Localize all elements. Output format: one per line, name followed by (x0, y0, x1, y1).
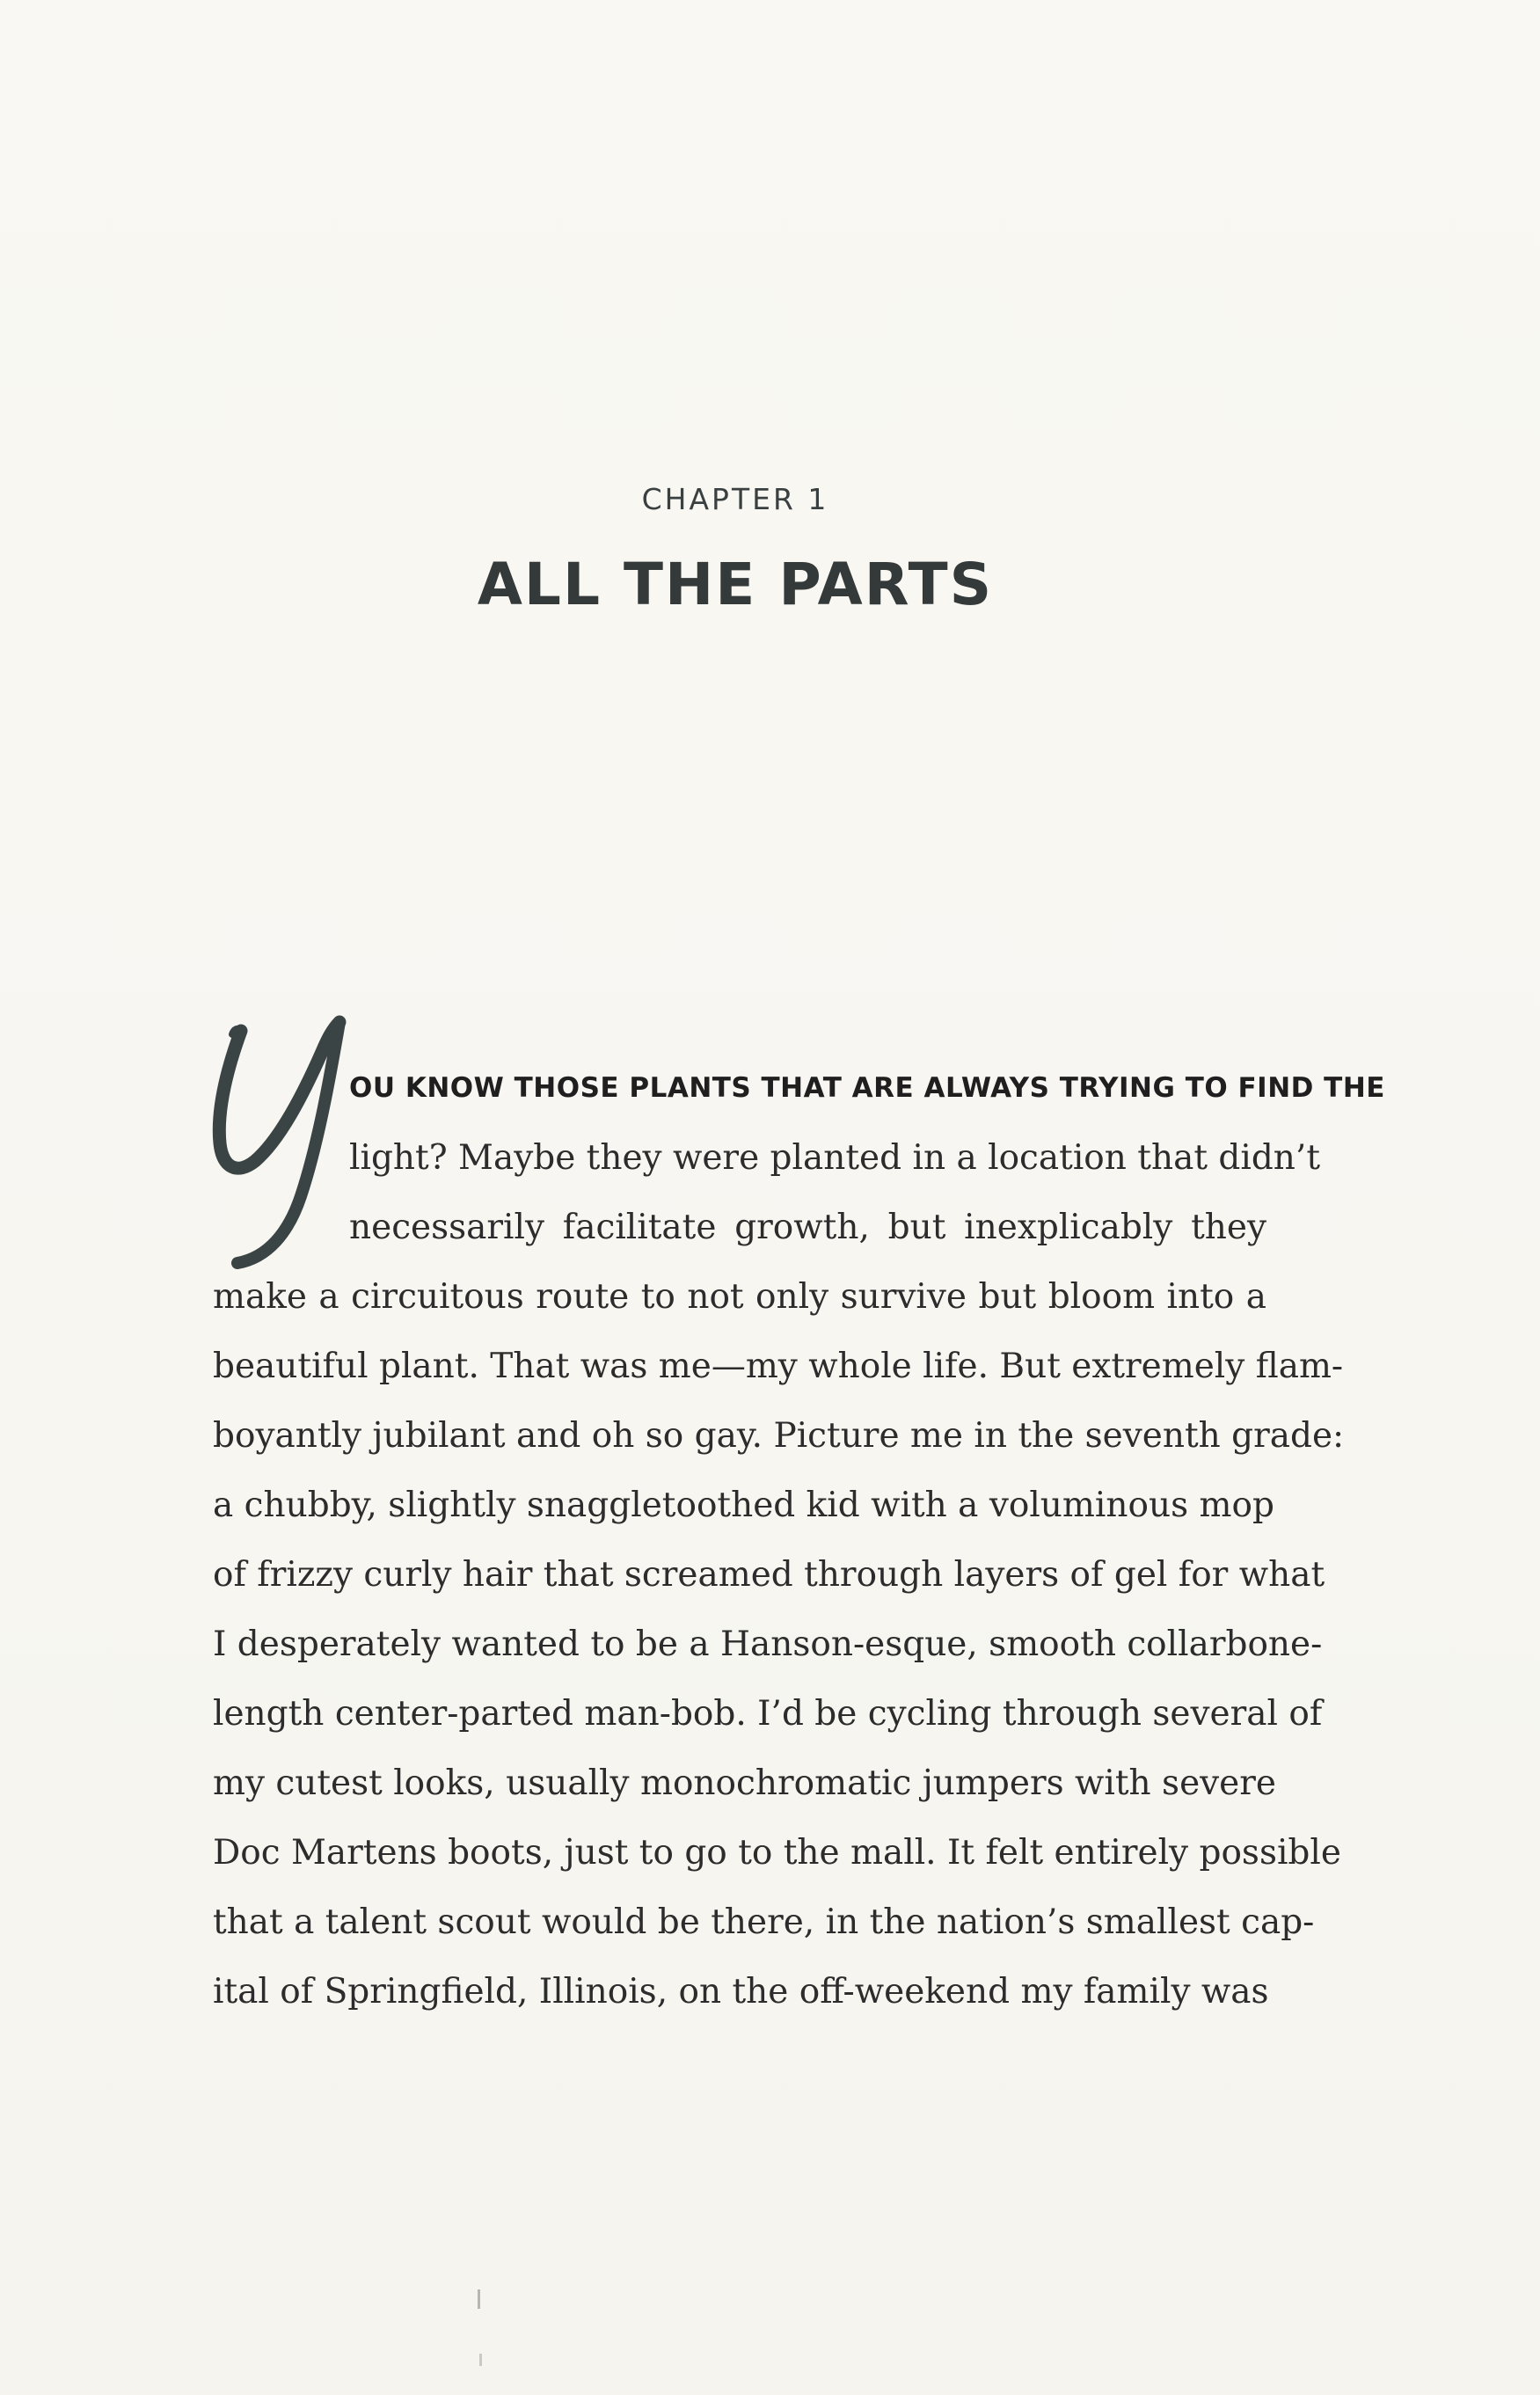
text-line: length center-parted man-bob. I’d be cycling through several of (213, 1694, 1323, 1734)
text-line: light? Maybe they were planted in a location that didn’t (349, 1138, 1320, 1178)
text-line: ital of Springfield, Illinois, on the off-weekend my family was (213, 1972, 1269, 2012)
text-line: make a circuitous route to not only survive but bloom into a (213, 1277, 1266, 1317)
scan-speck (478, 2289, 480, 2309)
text-line: a chubby, slightly snaggletoothed kid with a voluminous mop (213, 1486, 1274, 1525)
chapter-title: ALL THE PARTS (477, 551, 994, 618)
text-line: necessarily facilitate growth, but inexplicably they (349, 1208, 1266, 1247)
lead-in-line: OU KNOW THOSE PLANTS THAT ARE ALWAYS TRYING TO FIND THE (349, 1072, 1385, 1104)
text-line: I desperately wanted to be a Hanson-esque, smooth collarbone- (213, 1625, 1323, 1664)
text-line: that a talent scout would be there, in the nation’s smallest cap- (213, 1902, 1315, 1942)
text-line: my cutest looks, usually monochromatic jumpers with severe (213, 1763, 1276, 1803)
scan-speck (479, 2354, 482, 2366)
text-line: of frizzy curly hair that screamed through layers of gel for what (213, 1555, 1325, 1595)
chapter-label: CHAPTER 1 (641, 482, 829, 516)
text-line: Doc Martens boots, just to go to the mall. It felt entirely possible (213, 1833, 1341, 1873)
body-text (213, 1054, 1385, 2026)
text-line: beautiful plant. That was me—my whole life. But extremely flam- (213, 1347, 1344, 1386)
text-line: boyantly jubilant and oh so gay. Picture me in the seventh grade: (213, 1416, 1345, 1456)
